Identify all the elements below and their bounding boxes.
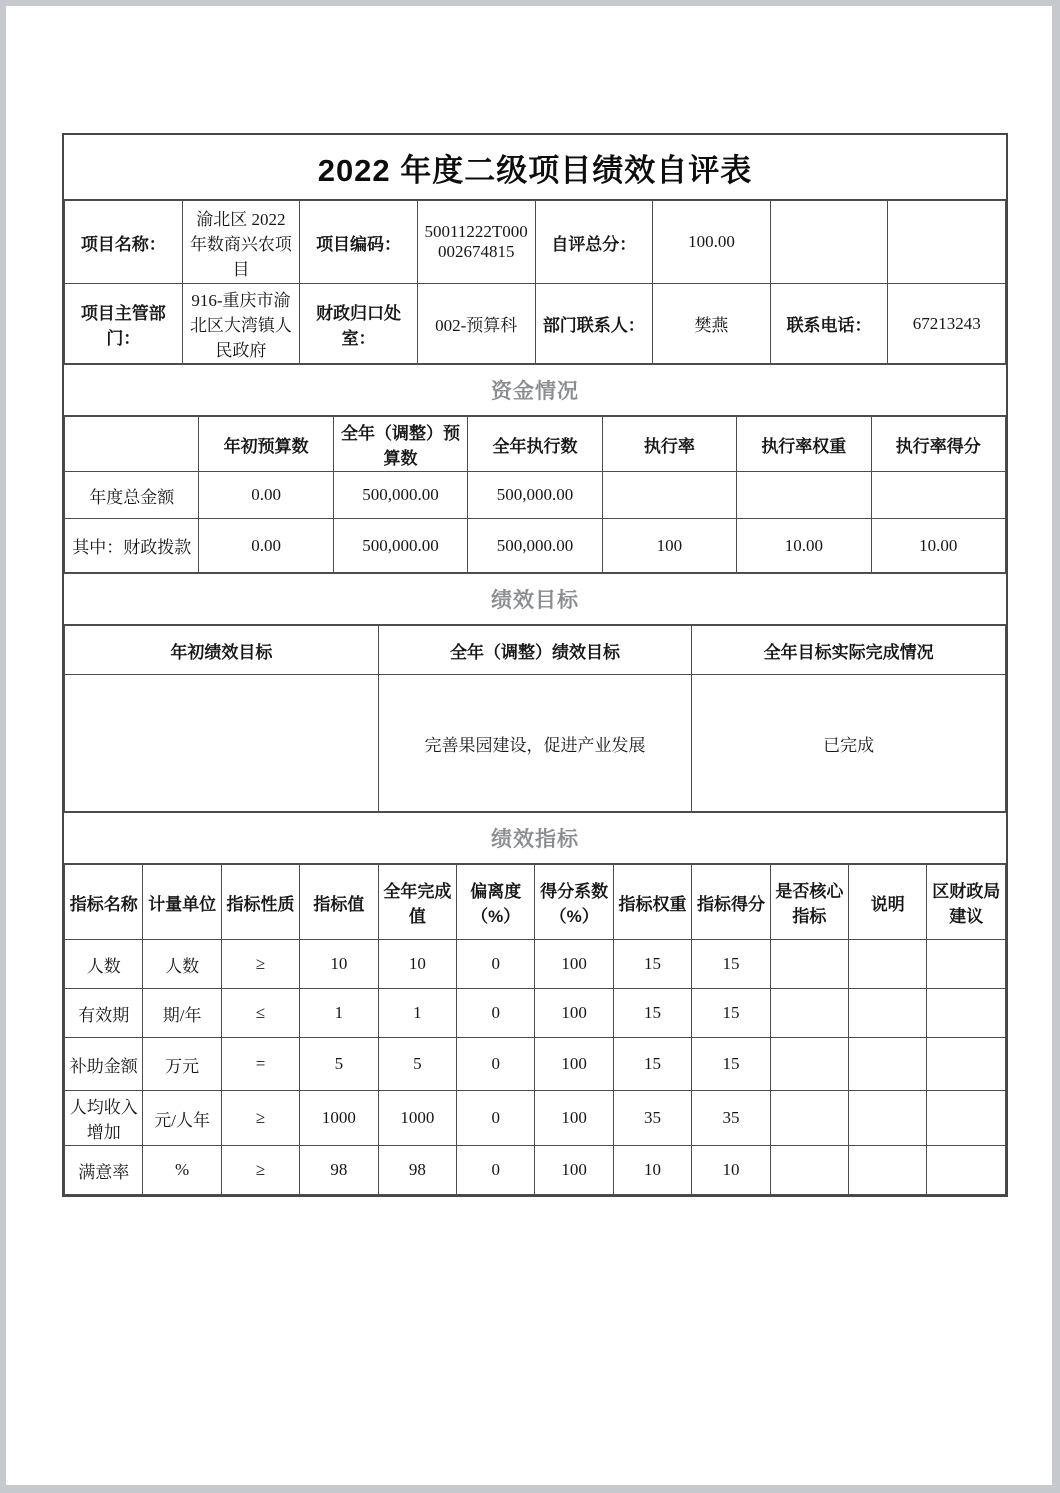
goals-header: 年初绩效目标 (65, 626, 379, 675)
empty-cell (770, 201, 888, 284)
table-cell: 1 (300, 989, 378, 1038)
table-cell: 10 (300, 940, 378, 989)
table-cell: 5 (378, 1038, 456, 1091)
project-name-label: 项目名称： (65, 201, 183, 284)
table-cell (770, 1038, 848, 1091)
indicator-header: 区财政局建议 (927, 865, 1006, 940)
table-cell (770, 1091, 848, 1146)
table-cell: 100 (535, 1146, 613, 1195)
table-cell: 10 (613, 1146, 691, 1195)
indicator-header: 指标名称 (65, 865, 143, 940)
funding-header: 全年（调整）预算数 (333, 417, 467, 472)
table-cell: 15 (692, 989, 770, 1038)
table-row (65, 1038, 1006, 1091)
table-cell: 年度总金额 (65, 472, 199, 519)
indicator-header: 指标性质 (221, 865, 299, 940)
table-cell (737, 472, 871, 519)
table-cell (849, 1038, 927, 1091)
goals-section-title: 绩效目标 (64, 573, 1006, 625)
table-cell: 0 (457, 1146, 535, 1195)
table-cell: 人数 (143, 940, 221, 989)
self-score-label: 自评总分： (535, 201, 653, 284)
table-cell: 元/人年 (143, 1091, 221, 1146)
indicator-header: 指标得分 (692, 865, 770, 940)
table-cell: 15 (613, 1038, 691, 1091)
table-cell (927, 1091, 1006, 1146)
table-cell: 0.00 (199, 472, 333, 519)
table-cell: ≥ (221, 940, 299, 989)
evaluation-form (62, 133, 1008, 1197)
table-row (65, 1091, 1006, 1146)
table-cell: 100 (535, 1091, 613, 1146)
table-cell (849, 1146, 927, 1195)
funding-header: 全年执行数 (468, 417, 602, 472)
document-page (6, 6, 1052, 1485)
table-cell (927, 940, 1006, 989)
indicator-header: 是否核心指标 (770, 865, 848, 940)
table-cell: 人数 (65, 940, 143, 989)
indicator-header: 得分系数（%） (535, 865, 613, 940)
table-cell: 满意率 (65, 1146, 143, 1195)
table-cell (849, 940, 927, 989)
table-cell: 0 (457, 989, 535, 1038)
table-cell: 其中：财政拨款 (65, 519, 199, 573)
table-cell: 10.00 (871, 519, 1005, 573)
table-cell: 1000 (378, 1091, 456, 1146)
funding-header: 执行率得分 (871, 417, 1005, 472)
table-cell: 1000 (300, 1091, 378, 1146)
table-cell: 100 (535, 989, 613, 1038)
table-cell (770, 989, 848, 1038)
table-cell: 500,000.00 (468, 472, 602, 519)
table-header-row (65, 626, 1006, 675)
indicators-table-body (65, 940, 1006, 1195)
table-row (65, 201, 1006, 284)
table-header-row (65, 865, 1006, 940)
table-cell: 0 (457, 1038, 535, 1091)
table-cell (602, 472, 736, 519)
goal-completion-value: 已完成 (692, 675, 1006, 812)
table-row (65, 675, 1006, 812)
table-cell (770, 940, 848, 989)
table-cell: 补助金额 (65, 1038, 143, 1091)
table-cell: 98 (300, 1146, 378, 1195)
contact-value: 樊燕 (653, 284, 771, 364)
goals-table (64, 625, 1006, 812)
table-cell: 0.00 (199, 519, 333, 573)
table-cell: 10.00 (737, 519, 871, 573)
project-name-value: 渝北区 2022 年数商兴农项目 (182, 201, 300, 284)
table-cell: = (221, 1038, 299, 1091)
dept-value: 916-重庆市渝北区大湾镇人民政府 (182, 284, 300, 364)
table-cell: 0 (457, 940, 535, 989)
funding-header: 执行率 (602, 417, 736, 472)
indicators-section-title: 绩效指标 (64, 812, 1006, 864)
phone-label: 联系电话： (770, 284, 888, 364)
table-cell: 15 (613, 940, 691, 989)
table-cell: 100 (535, 940, 613, 989)
table-cell: 10 (692, 1146, 770, 1195)
table-cell: ≥ (221, 1146, 299, 1195)
funding-section-title: 资金情况 (64, 364, 1006, 416)
self-score-value: 100.00 (653, 201, 771, 284)
table-cell (927, 989, 1006, 1038)
table-cell: ≤ (221, 989, 299, 1038)
table-cell: 500,000.00 (333, 519, 467, 573)
funding-table-body (65, 472, 1006, 573)
table-cell: 有效期 (65, 989, 143, 1038)
table-cell: 98 (378, 1146, 456, 1195)
dept-label: 项目主管部门： (65, 284, 183, 364)
table-cell: 5 (300, 1038, 378, 1091)
indicator-header: 说明 (849, 865, 927, 940)
goals-header: 全年目标实际完成情况 (692, 626, 1006, 675)
project-code-label: 项目编码： (300, 201, 418, 284)
project-info-table (64, 200, 1006, 364)
table-row (65, 989, 1006, 1038)
table-cell (849, 989, 927, 1038)
table-cell: 500,000.00 (333, 472, 467, 519)
contact-label: 部门联系人： (535, 284, 653, 364)
table-cell (849, 1091, 927, 1146)
indicator-header: 计量单位 (143, 865, 221, 940)
table-cell (770, 1146, 848, 1195)
table-row (65, 1146, 1006, 1195)
table-header-row (65, 417, 1006, 472)
funding-header (65, 417, 199, 472)
table-cell (927, 1038, 1006, 1091)
indicator-header: 指标权重 (613, 865, 691, 940)
table-cell: % (143, 1146, 221, 1195)
funding-header: 执行率权重 (737, 417, 871, 472)
annual-goal-value: 完善果园建设，促进产业发展 (378, 675, 692, 812)
indicator-header: 偏离度（%） (457, 865, 535, 940)
table-row (65, 472, 1006, 519)
table-cell (927, 1146, 1006, 1195)
indicators-table (64, 864, 1006, 1195)
table-row (65, 284, 1006, 364)
goals-header: 全年（调整）绩效目标 (378, 626, 692, 675)
initial-goal-value (65, 675, 379, 812)
table-cell: 15 (613, 989, 691, 1038)
funding-header: 年初预算数 (199, 417, 333, 472)
table-cell: 500,000.00 (468, 519, 602, 573)
table-cell: 10 (378, 940, 456, 989)
table-row (65, 519, 1006, 573)
table-cell: 1 (378, 989, 456, 1038)
table-cell: 万元 (143, 1038, 221, 1091)
table-cell: ≥ (221, 1091, 299, 1146)
table-cell: 人均收入增加 (65, 1091, 143, 1146)
indicator-header: 全年完成值 (378, 865, 456, 940)
table-row (65, 940, 1006, 989)
empty-cell (888, 201, 1006, 284)
table-cell: 期/年 (143, 989, 221, 1038)
table-cell: 15 (692, 1038, 770, 1091)
funding-table (64, 416, 1006, 573)
form-title-row (64, 135, 1006, 200)
finance-office-value: 002-预算科 (417, 284, 535, 364)
phone-value: 67213243 (888, 284, 1006, 364)
table-cell: 100 (602, 519, 736, 573)
table-cell: 0 (457, 1091, 535, 1146)
indicator-header: 指标值 (300, 865, 378, 940)
form-title: 2022 年度二级项目绩效自评表 (317, 152, 753, 188)
project-code-value: 50011222T000002674815 (417, 201, 535, 284)
finance-office-label: 财政归口处室： (300, 284, 418, 364)
table-cell: 15 (692, 940, 770, 989)
table-cell: 35 (613, 1091, 691, 1146)
table-cell: 35 (692, 1091, 770, 1146)
table-cell (871, 472, 1005, 519)
table-cell: 100 (535, 1038, 613, 1091)
